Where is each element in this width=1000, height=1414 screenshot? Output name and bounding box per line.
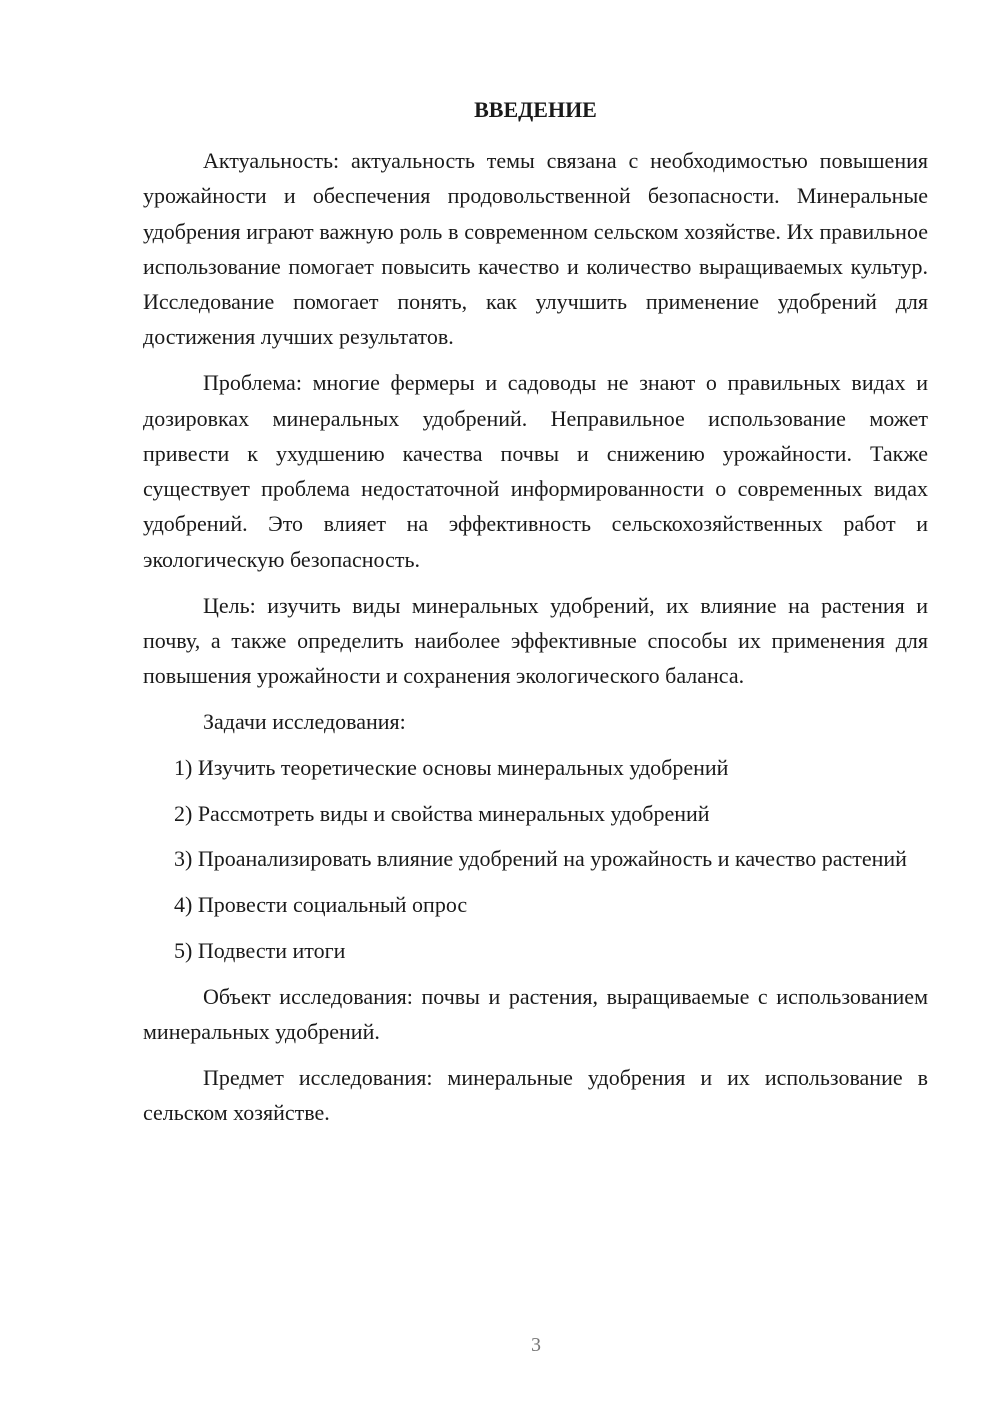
paragraph-problem: Проблема: многие фермеры и садоводы не знают о правильных видах и дозировках минеральных удобрений. Неправильное использование может привести к ухудшению качества почвы и снижению урожайности. Также существует проблема недостаточной информированности о современных видах удобрений. Это влияет на эффективность сельскохозяйственных работ и экологическую безопасность. xyxy=(143,370,928,572)
paragraph-relevance: Актуальность: актуальность темы связана с необходимостью повышения урожайности и обеспечения продовольственной безопасности. Минеральные удобрения играют важную роль в современном сельском хозяйстве. Их правильное использование помогает повысить качество и количество выращиваемых культур. Исследование помогает понять, как улучшить применение удобрений для достижения лучших результатов. xyxy=(143,148,928,350)
tasks-heading: Задачи исследования: xyxy=(203,708,406,734)
document-page xyxy=(143,95,928,1141)
task-item-4: 4) Провести социальный опрос xyxy=(174,892,468,918)
task-item-3: 3) Проанализировать влияние удобрений на урожайность и качество растений xyxy=(174,846,907,872)
page-number: 3 xyxy=(531,1334,541,1356)
task-item-1: 1) Изучить теоретические основы минеральных удобрений xyxy=(174,754,729,780)
paragraph-subject: Предмет исследования: минеральные удобрения и их использование в сельском хозяйстве. xyxy=(143,1064,928,1126)
page-title: ВВЕДЕНИЕ xyxy=(474,97,597,122)
task-item-5: 5) Подвести итоги xyxy=(174,937,346,963)
task-item-2: 2) Рассмотреть виды и свойства минеральных удобрений xyxy=(174,800,710,826)
paragraph-goal: Цель: изучить виды минеральных удобрений, их влияние на растения и почву, а также определить наиболее эффективные способы их применения для повышения урожайности и сохранения экологического баланса. xyxy=(143,592,928,689)
paragraph-object: Объект исследования: почвы и растения, выращиваемые с использованием минеральных удобрений. xyxy=(143,983,928,1045)
